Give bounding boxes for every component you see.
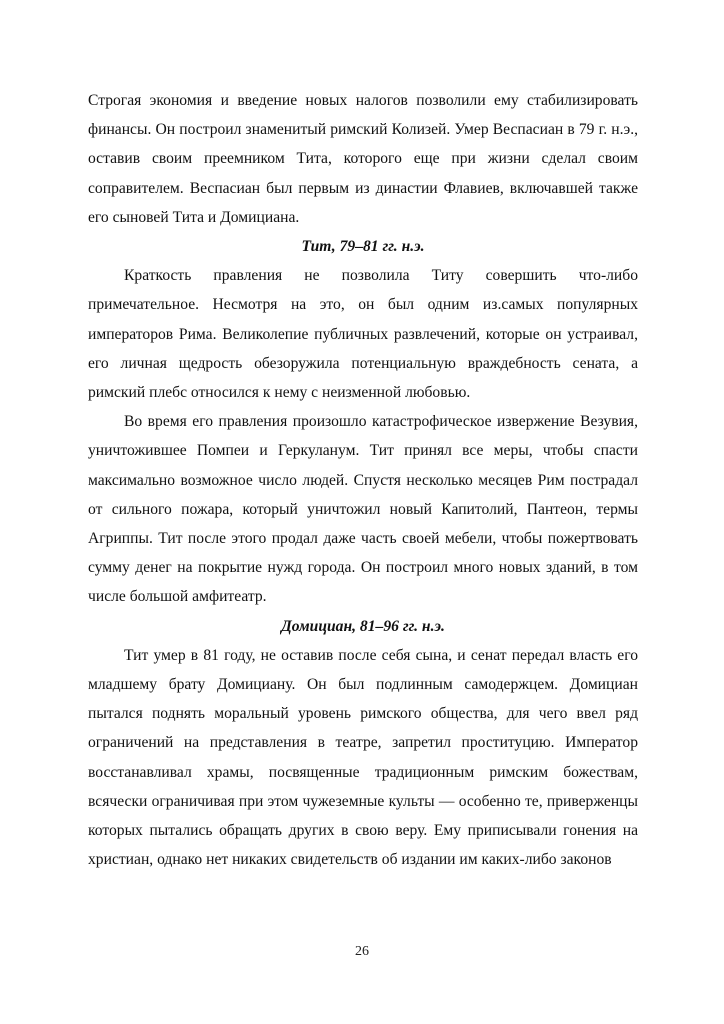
- section-heading-titus: [88, 232, 638, 261]
- section-heading-domitian: [88, 612, 638, 641]
- page-number: 26: [355, 944, 369, 959]
- heading-titus-suffix: гг. н.э.: [382, 238, 425, 256]
- heading-titus-name: Тит, 79–81: [301, 238, 383, 256]
- heading-domitian-suffix: гг. н.э.: [402, 617, 445, 635]
- heading-domitian-name: Домициан, 81–96: [281, 617, 403, 635]
- paragraph-titus-vesuvius: Во время его правления произошло катастрофическое извержение Везувия, уничтожившее Помпеи и Геркуланум. Тит принял все меры, чтобы спасти максимально возможное число людей. Спустя несколько месяцев Рим пострадал от сильного пожара, который уничтожил новый Капитолий, Пантеон, термы Агриппы. Тит после этого продал даже часть своей мебели, чтобы пожертвовать сумму денег на покрытие нужд города. Он построил много новых зданий, в том числе большой амфитеатр.: [88, 413, 638, 606]
- paragraph-domitian: Тит умер в 81 году, не оставив после себя сына, и сенат передал власть его младшему брату Домициану. Он был подлинным самодержцем. Домициан пытался поднять моральный уровень римского общества, для чего ввел ряд ограничений на представления в театре, запретил проституцию. Император восстанавливал храмы, посвященные традиционным римским божествам, всячески ограничивая при этом чужеземные культы — особенно те, приверженцы которых пытались обращать других в свою веру. Ему приписывали гонения на христиан, однако нет никаких свидетельств об издании им каких-либо законов: [88, 646, 638, 869]
- paragraph-vespasian: Строгая экономия и введение новых налогов позволили ему стабилизировать финансы. Он построил знаменитый римский Колизей. Умер Веспасиан в 79 г. н.э., оставив своим преемником Тита, которого еще при жизни сделал своим соправителем. Веспасиан был первым из династии Флавиев, включавшей также его сыновей Тита и Домициана.: [88, 92, 638, 226]
- page-content: [88, 86, 638, 874]
- paragraph-titus-reign: Краткость правления не позволила Титу совершить что-либо примечательное. Несмотря на это, он был одним из.самых популярных императоров Рима. Великолепие публичных развлечений, которые он устраивал, его личная щедрость обезоружила потенциальную враждебность сената, а римский плебс относился к нему с неизменной любовью.: [88, 267, 638, 402]
